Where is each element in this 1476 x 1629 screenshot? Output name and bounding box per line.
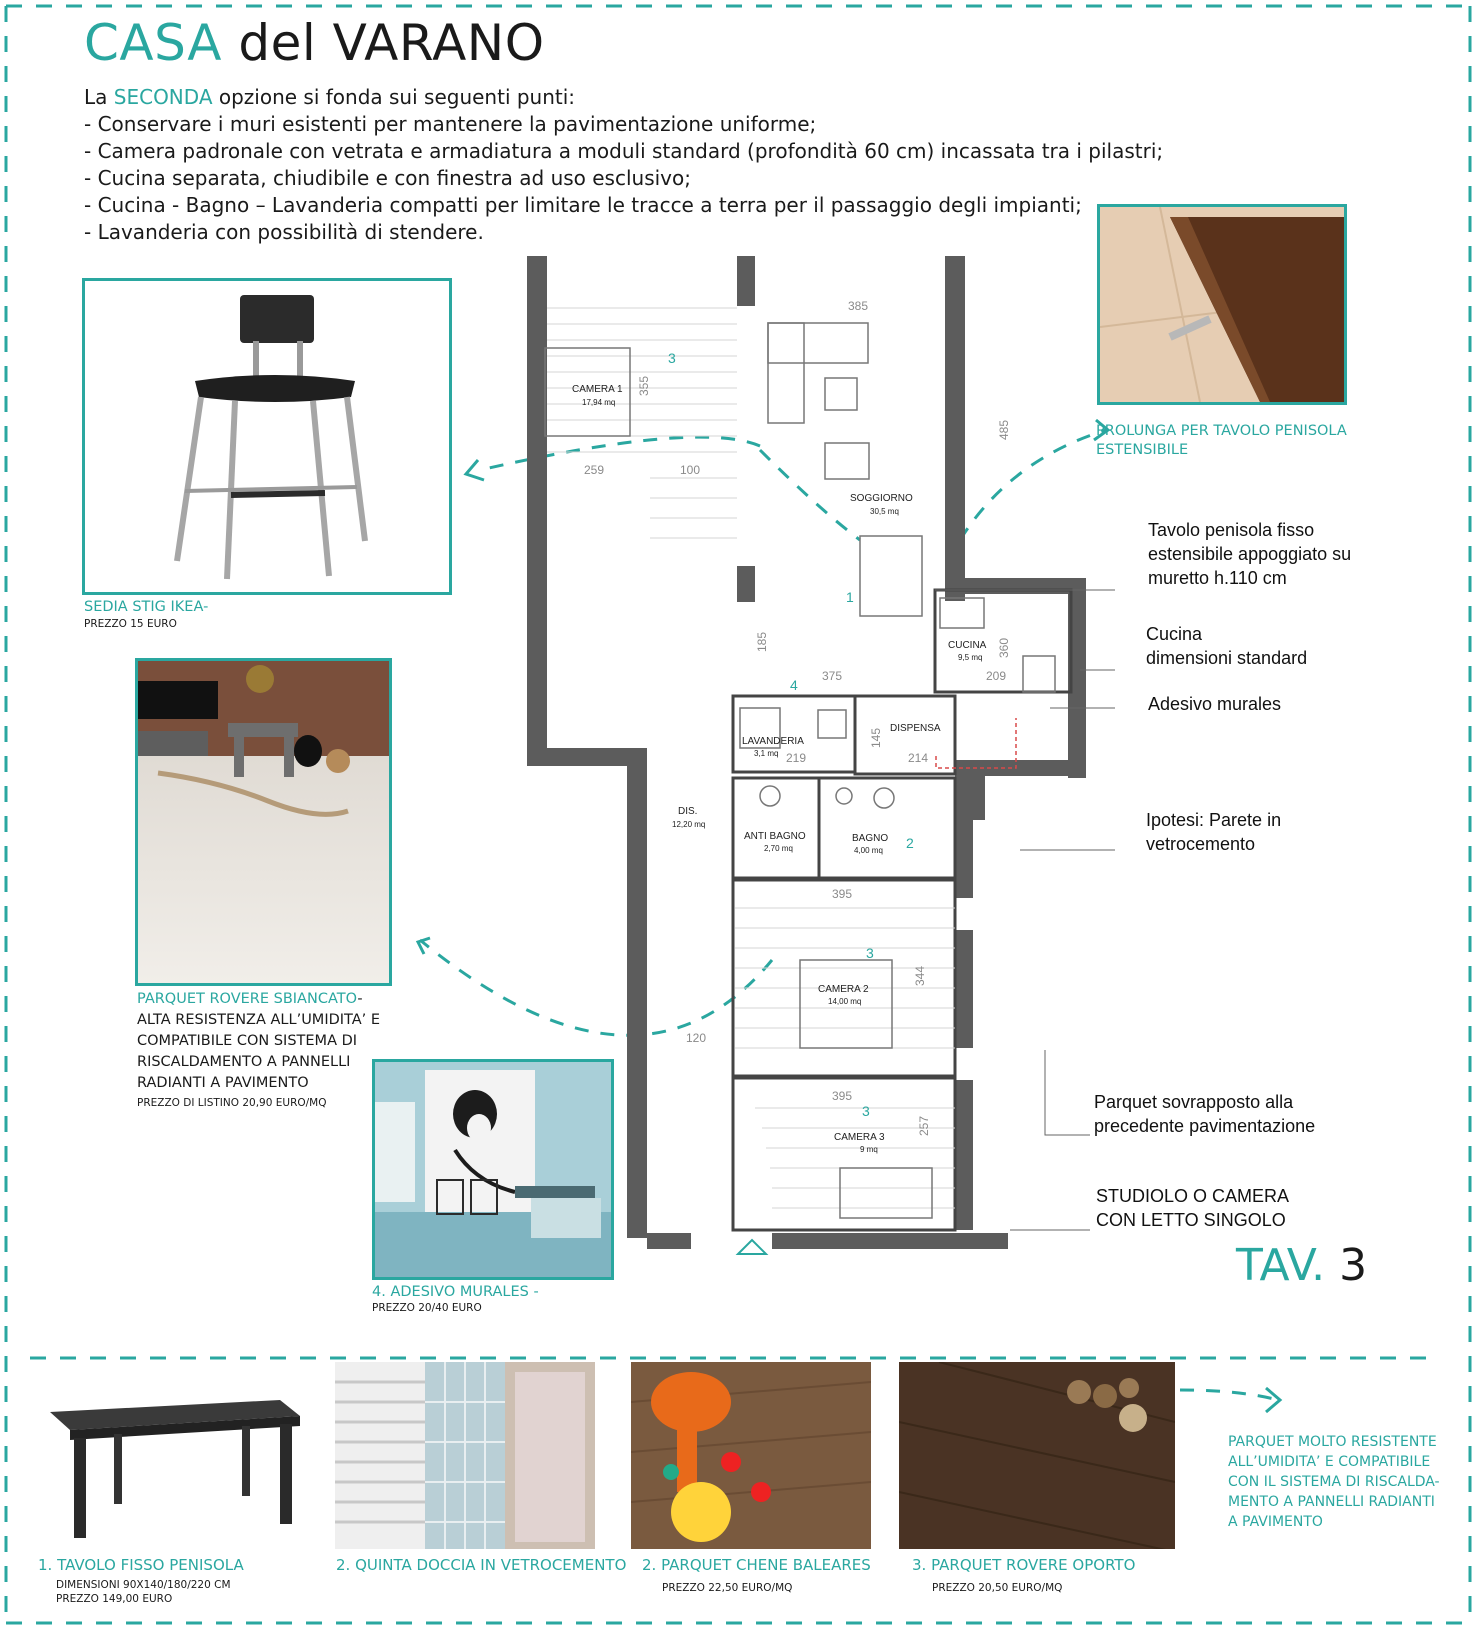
room-dis-area: 12,20 mq [672,820,706,829]
room-dispensa: DISPENSA [890,723,941,734]
chair-price: PREZZO 15 EURO [84,618,177,630]
bottom-sub-oporto: PREZZO 20,50 EURO/MQ [932,1582,1063,1594]
room-bagno-area: 4,00 mq [854,846,883,855]
intro-heading: La SECONDA opzione si fonda sui seguenti punti: [84,85,576,109]
room-antibagno-area: 2,70 mq [764,844,793,853]
tavolo-photo [30,1372,305,1547]
bottom-caption-doccia: 2. QUINTA DOCCIA IN VETROCEMENTO [336,1556,627,1574]
note-cucina: Cucina dimensioni standard [1146,624,1308,668]
arrow-to-oporto-desc [1180,1370,1300,1420]
room-camera1-area: 17,94 mq [582,398,616,407]
note-tavolo: Tavolo penisola fisso estensibile appoggiato su muretto h.110 cm [1148,520,1352,588]
dim-395b: 395 [832,1089,853,1103]
murales-price: PREZZO 20/40 EURO [372,1302,482,1314]
dim-185: 185 [755,631,769,652]
room-camera2-area: 14,00 mq [828,997,862,1006]
note-parquet-sovrapposto: Parquet sovrapposto alla precedente pavimentazione [1094,1092,1316,1136]
title-accent: CASA [84,14,222,72]
note-adesivo: Adesivo murales [1148,694,1282,714]
dim-120: 120 [686,1031,707,1045]
room-cucina-area: 9,5 mq [958,653,983,662]
dim-259: 259 [584,463,605,477]
room-dis: DIS. [678,806,698,817]
note-studiolo: STUDIOLO O CAMERA CON LETTO SINGOLO [1096,1186,1290,1230]
parquet-sbiancato-title: PARQUET ROVERE SBIANCATO- [137,991,363,1007]
intro-point: - Conservare i muri esistenti per mantenere la pavimentazione uniforme; [84,112,817,136]
room-soggiorno-area: 30,5 mq [870,507,899,516]
intro-point: - Cucina separata, chiudibile e con finestra ad uso esclusivo; [84,166,691,190]
room-camera1: CAMERA 1 [572,384,623,395]
chene-baleares-photo [631,1362,871,1549]
dim-344: 344 [913,965,927,986]
parquet-sbiancato-price: PREZZO DI LISTINO 20,90 EURO/MQ [137,1097,327,1109]
dim-375: 375 [822,669,843,683]
room-camera3: CAMERA 3 [834,1132,885,1143]
dim-257: 257 [917,1115,931,1136]
room-soggiorno: SOGGIORNO [850,493,913,504]
oporto-description: PARQUET MOLTO RESISTENTE ALL’UMIDITA’ E COMPATIBILE CON IL SISTEMA DI RISCALDA- MENTO A PANNELLI RADIANTI A PAVIMENTO [1228,1434,1440,1530]
bottom-caption-oporto: 3. PARQUET ROVERE OPORTO [912,1556,1136,1574]
tavola-number: TAV. 3 [1236,1240,1368,1291]
dim-219: 219 [786,751,807,765]
bottom-caption-tavolo: 1. TAVOLO FISSO PENISOLA [38,1556,244,1574]
room-lavanderia: LAVANDERIA [742,736,804,747]
prolunga-title: PROLUNGA PER TAVOLO PENISOLA ESTENSIBILE [1096,423,1347,458]
dim-214: 214 [908,751,929,765]
intro-point: - Lavanderia con possibilità di stendere. [84,220,484,244]
intro-point: - Camera padronale con vetrata e armadiatura a moduli standard (profondità 60 cm) incassata tra i pilastri; [84,139,1164,163]
chair-title: SEDIA STIG IKEA- [84,599,209,615]
marker-3-camera2: 3 [866,945,874,961]
dim-145: 145 [869,727,883,748]
title-rest: del VARANO [222,14,545,72]
room-cucina: CUCINA [948,640,987,651]
parquet-sbiancato-desc: ALTA RESISTENZA ALL’UMIDITA’ E COMPATIBILE CON SISTEMA DI RISCALDAMENTO A PANNELLI RADIANTI A PAVIMENTO [137,1012,381,1091]
bottom-sub-tavolo: DIMENSIONI 90X140/180/220 CM PREZZO 149,00 EURO [56,1579,231,1605]
room-bagno: BAGNO [852,833,889,844]
bottom-sub-chene: PREZZO 22,50 EURO/MQ [662,1582,793,1594]
murales-title: 4. ADESIVO MURALES - [372,1284,539,1300]
room-camera3-area: 9 mq [860,1145,878,1154]
dim-395a: 395 [832,887,853,901]
marker-3-camera1: 3 [668,350,676,366]
rovere-oporto-photo [899,1362,1175,1549]
marker-3-camera3: 3 [862,1103,870,1119]
dim-100: 100 [680,463,701,477]
bottom-caption-chene: 2. PARQUET CHENE BALEARES [642,1556,871,1574]
marker-2: 2 [906,835,914,851]
room-camera2: CAMERA 2 [818,984,869,995]
dim-485: 485 [997,419,1011,440]
intro-accent: SECONDA [113,85,213,109]
marker-1: 1 [846,589,854,605]
room-antibagno: ANTI BAGNO [744,831,806,842]
room-lavanderia-area: 3,1 mq [754,749,779,758]
note-ipotesi: Ipotesi: Parete in vetrocemento [1146,810,1282,854]
dim-355: 355 [637,375,651,396]
dim-385: 385 [848,299,869,313]
dim-360: 360 [997,637,1011,658]
marker-4: 4 [790,677,798,693]
intro-point: - Cucina - Bagno – Lavanderia compatti per limitare le tracce a terra per il passaggio degli impianti; [84,193,1082,217]
dim-209: 209 [986,669,1007,683]
doccia-photo [335,1362,595,1549]
